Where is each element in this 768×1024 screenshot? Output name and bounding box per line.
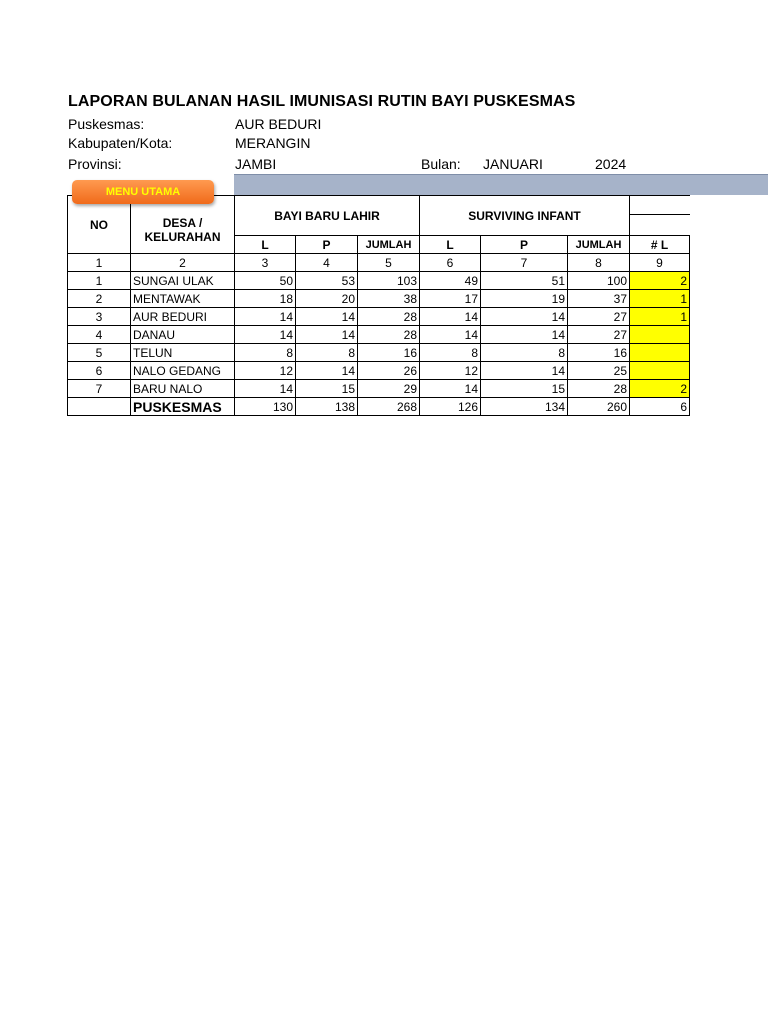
row-si-p: 14: [481, 326, 568, 344]
row-desa: TELUN: [131, 344, 235, 362]
row-bbl-p: 14: [296, 362, 358, 380]
row-si-l: 49: [420, 272, 481, 290]
menu-utama-button[interactable]: MENU UTAMA: [72, 180, 214, 204]
row-no: 6: [68, 362, 131, 380]
header-bbl-p: P: [296, 236, 358, 254]
row-col9: [630, 344, 690, 362]
total-col9: 6: [630, 398, 690, 416]
row-no: 5: [68, 344, 131, 362]
header-blank: [630, 196, 690, 236]
total-si-jumlah: 260: [568, 398, 630, 416]
immunization-table: [67, 195, 690, 416]
header-si-p: P: [481, 236, 568, 254]
row-si-p: 51: [481, 272, 568, 290]
row-bbl-jumlah: 29: [358, 380, 420, 398]
table-row: [68, 380, 690, 398]
table-row: [68, 308, 690, 326]
row-desa: SUNGAI ULAK: [131, 272, 235, 290]
row-si-jumlah: 37: [568, 290, 630, 308]
row-bbl-p: 15: [296, 380, 358, 398]
total-bbl-jumlah: 268: [358, 398, 420, 416]
table-row: [68, 326, 690, 344]
header-bbl-jumlah: JUMLAH: [358, 236, 420, 254]
row-si-l: 8: [420, 344, 481, 362]
header-si-l: L: [420, 236, 481, 254]
col-number: 4: [296, 254, 358, 272]
total-si-p: 134: [481, 398, 568, 416]
row-col9: 1: [630, 308, 690, 326]
col-number: 5: [358, 254, 420, 272]
row-col9: [630, 326, 690, 344]
col-number: 6: [420, 254, 481, 272]
row-si-p: 14: [481, 308, 568, 326]
row-bbl-l: 8: [235, 344, 296, 362]
provinsi-value: JAMBI: [235, 156, 277, 172]
table-row: [68, 344, 690, 362]
row-bbl-l: 50: [235, 272, 296, 290]
row-bbl-jumlah: 103: [358, 272, 420, 290]
header-hash-l: # L: [630, 236, 690, 254]
row-no: 4: [68, 326, 131, 344]
row-bbl-l: 14: [235, 308, 296, 326]
total-si-l: 126: [420, 398, 481, 416]
header-si-jumlah: JUMLAH: [568, 236, 630, 254]
table-row: [68, 290, 690, 308]
row-si-l: 14: [420, 308, 481, 326]
bulan-value: JANUARI: [483, 156, 543, 172]
row-si-jumlah: 28: [568, 380, 630, 398]
row-col9: 1: [630, 290, 690, 308]
row-bbl-jumlah: 28: [358, 326, 420, 344]
row-desa: MENTAWAK: [131, 290, 235, 308]
row-desa: BARU NALO: [131, 380, 235, 398]
row-bbl-jumlah: 38: [358, 290, 420, 308]
puskesmas-value: AUR BEDURI: [235, 116, 322, 132]
col-number: 1: [68, 254, 131, 272]
row-bbl-p: 14: [296, 308, 358, 326]
row-no: 1: [68, 272, 131, 290]
total-bbl-p: 138: [296, 398, 358, 416]
row-bbl-p: 8: [296, 344, 358, 362]
row-si-p: 14: [481, 362, 568, 380]
total-no: [68, 398, 131, 416]
row-bbl-l: 14: [235, 326, 296, 344]
row-bbl-l: 18: [235, 290, 296, 308]
header-surviving-infant: SURVIVING INFANT: [420, 196, 630, 236]
row-si-jumlah: 100: [568, 272, 630, 290]
report-title: LAPORAN BULANAN HASIL IMUNISASI RUTIN BAYI PUSKESMAS: [68, 93, 576, 110]
provinsi-label: Provinsi:: [68, 156, 122, 172]
row-col9: 2: [630, 272, 690, 290]
row-col9: 2: [630, 380, 690, 398]
row-si-jumlah: 27: [568, 308, 630, 326]
row-bbl-l: 14: [235, 380, 296, 398]
col-number: 8: [568, 254, 630, 272]
row-si-p: 15: [481, 380, 568, 398]
row-si-l: 14: [420, 326, 481, 344]
col-number: 3: [235, 254, 296, 272]
row-bbl-p: 53: [296, 272, 358, 290]
header-desa: DESA / KELURAHAN: [131, 196, 235, 254]
row-si-l: 12: [420, 362, 481, 380]
row-bbl-jumlah: 26: [358, 362, 420, 380]
total-row: [68, 398, 690, 416]
year-value: 2024: [595, 156, 627, 172]
header-no: NO: [68, 196, 131, 254]
data-rows: [68, 272, 690, 398]
bulan-label: Bulan:: [421, 156, 461, 172]
table-row: [68, 362, 690, 380]
header-band: [234, 174, 768, 195]
puskesmas-label: Puskesmas:: [68, 116, 145, 132]
table-row: [68, 272, 690, 290]
row-si-p: 8: [481, 344, 568, 362]
total-label: PUSKESMAS: [131, 398, 235, 416]
col-number: 9: [630, 254, 690, 272]
col-number: 2: [131, 254, 235, 272]
row-si-jumlah: 27: [568, 326, 630, 344]
row-col9: [630, 362, 690, 380]
row-si-jumlah: 16: [568, 344, 630, 362]
row-desa: NALO GEDANG: [131, 362, 235, 380]
column-number-row: [68, 254, 690, 272]
row-no: 7: [68, 380, 131, 398]
row-bbl-p: 14: [296, 326, 358, 344]
row-desa: AUR BEDURI: [131, 308, 235, 326]
row-no: 2: [68, 290, 131, 308]
row-bbl-p: 20: [296, 290, 358, 308]
header-bayi-baru-lahir: BAYI BARU LAHIR: [235, 196, 420, 236]
row-si-p: 19: [481, 290, 568, 308]
total-bbl-l: 130: [235, 398, 296, 416]
row-si-jumlah: 25: [568, 362, 630, 380]
row-desa: DANAU: [131, 326, 235, 344]
col-number: 7: [481, 254, 568, 272]
header-bbl-l: L: [235, 236, 296, 254]
row-bbl-jumlah: 16: [358, 344, 420, 362]
row-bbl-l: 12: [235, 362, 296, 380]
kabupaten-value: MERANGIN: [235, 135, 311, 151]
row-si-l: 14: [420, 380, 481, 398]
row-no: 3: [68, 308, 131, 326]
kabupaten-label: Kabupaten/Kota:: [68, 135, 173, 151]
row-si-l: 17: [420, 290, 481, 308]
row-bbl-jumlah: 28: [358, 308, 420, 326]
